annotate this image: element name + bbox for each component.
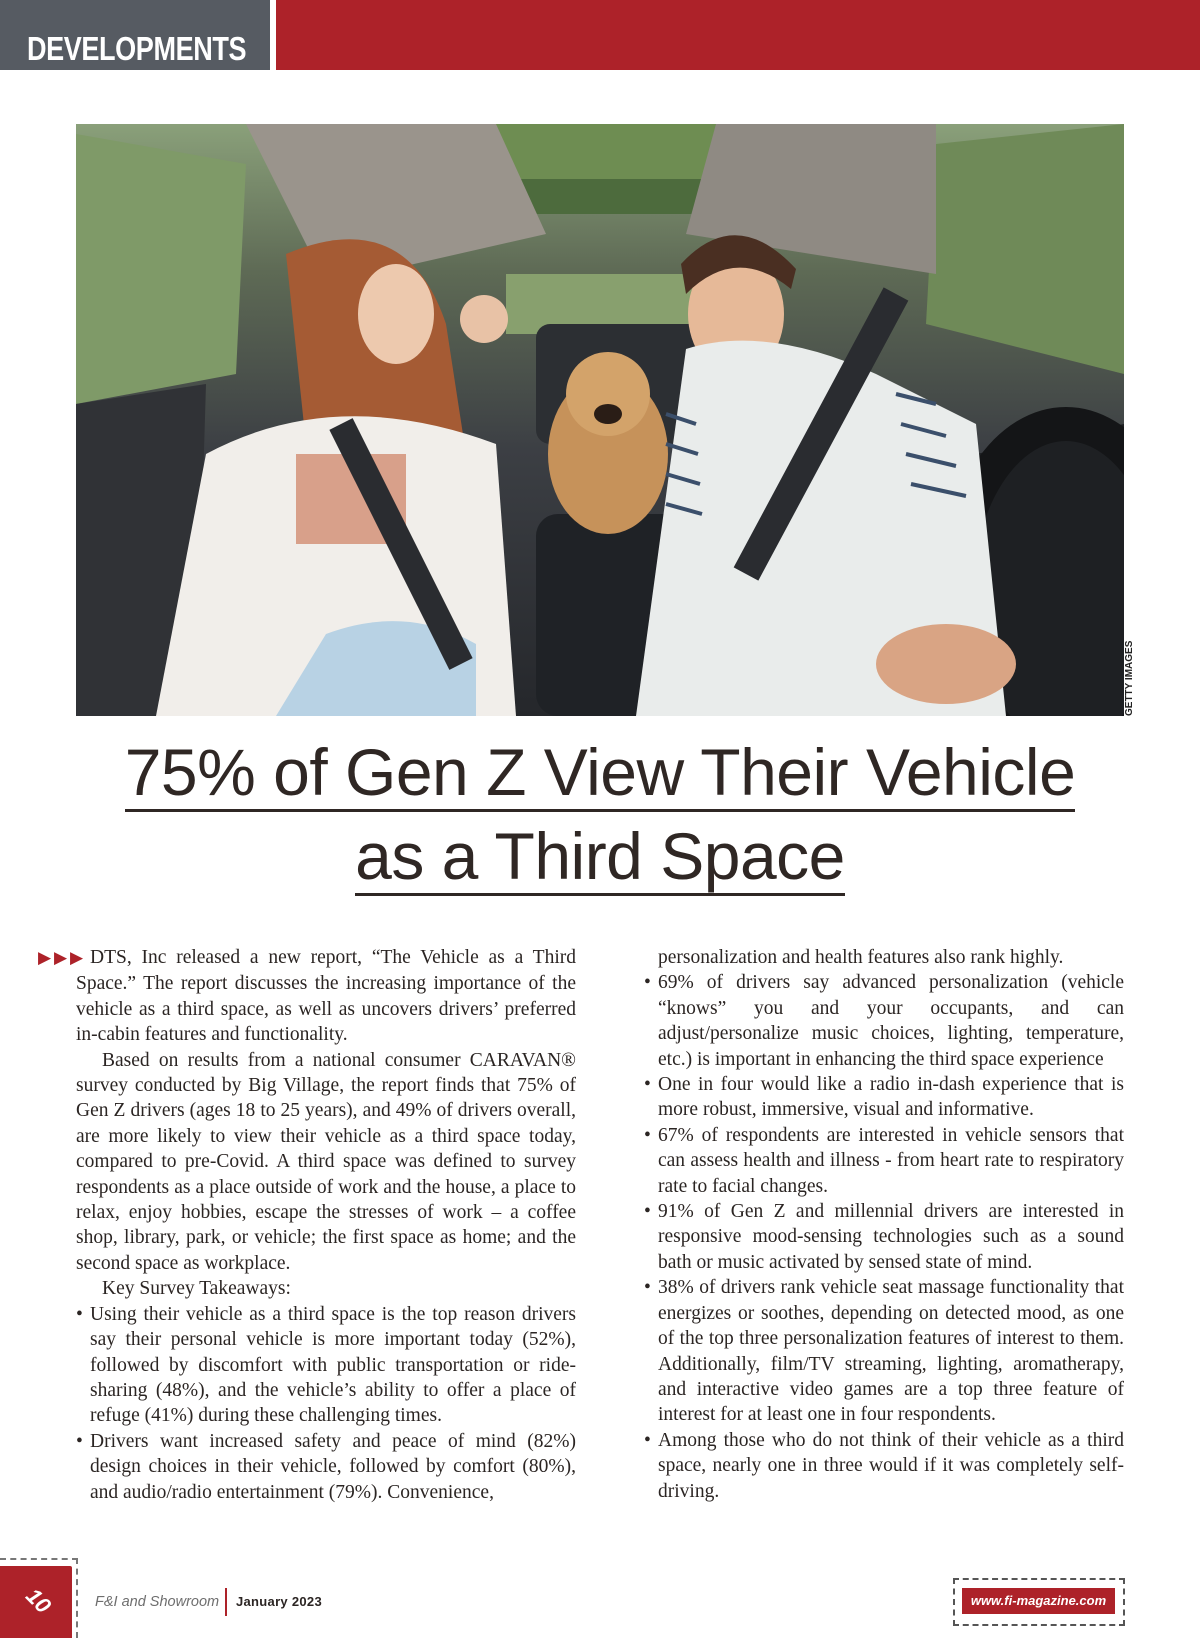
intro-paragraph: [38, 945, 576, 1048]
headline-line-1: 75% of Gen Z View Their Vehicle: [125, 735, 1076, 812]
header-accent-bar: [276, 0, 1200, 70]
section-label: DEVELOPMENTS: [27, 30, 247, 67]
website-link[interactable]: www.fi-magazine.com: [962, 1588, 1115, 1614]
list-item: • 69% of drivers say advanced personalization (vehicle “knows” you and your occupants, and can adjust/personalize music choices, lighting, temperature, etc.) is important in enhancing the third space experience: [644, 970, 1124, 1072]
page-number: 10: [21, 1583, 57, 1619]
intro-text: DTS, Inc released a new report, “The Vehicle as a Third Space.” The report discusses the increasing importance of the vehicle as a third space, as well as uncovers drivers’ preferred in-cabin features and functionality.: [76, 947, 576, 1046]
headline-line-2: as a Third Space: [355, 819, 845, 896]
body-paragraph: Based on results from a national consumer CARAVAN® survey conducted by Big Village, the report finds that 75% of Gen Z drivers (ages 18 to 25 years), and 49% of drivers overall, are more likely to view their vehicle as a third space today, compared to pre-Covid. A third space was defined to survey respondents as a place outside of work and the house, a place to relax, enjoy hobbies, escape the stresses of work – a coffee shop, library, park, or vehicle; the first space as home; and the second space as workplace.: [76, 1049, 576, 1274]
list-item: • 38% of drivers rank vehicle seat massage functionality that energizes or soothes, depending on detected mood, as one of the top three personalization features of interest to them. Additionally, film/TV streaming, lighting, aromatherapy, and interactive video games are a top three feature of interest for at least one in four respondents.: [644, 1275, 1124, 1427]
hero-photo: [76, 124, 1124, 716]
magazine-name: F&I and Showroom: [95, 1594, 220, 1610]
list-item: • 67% of respondents are interested in vehicle sensors that can assess health and illness - from heart rate to respiratory rate to facial changes.: [644, 1123, 1124, 1199]
arrow-bullet-icon: ▶▶▶: [38, 948, 86, 968]
article-column-right: [658, 945, 1124, 1504]
takeaways-heading: Key Survey Takeaways:: [102, 1278, 291, 1300]
list-item: • Among those who do not think of their vehicle as a third space, nearly one in three would if it was completely self-driving.: [644, 1428, 1124, 1504]
list-item: • 91% of Gen Z and millennial drivers are interested in responsive mood-sensing technologies such as a sound bath or music activated by sensed state of mind.: [644, 1199, 1124, 1275]
article-column-left: [38, 945, 576, 1505]
footer-divider: [225, 1588, 227, 1616]
photo-credit: GETTY IMAGES: [1124, 640, 1135, 716]
list-item: • One in four would like a radio in-dash experience that is more robust, immersive, visual and informative.: [644, 1072, 1124, 1123]
article-headline: [60, 730, 1140, 898]
continued-text: personalization and health features also rank highly.: [658, 947, 1064, 968]
issue-date: January 2023: [236, 1594, 322, 1609]
list-item: • Using their vehicle as a third space is the top reason drivers say their personal vehicle is more important today (52%), followed by discomfort with public transportation or ride-sharing (48%), and the vehicle’s ability to offer a place of refuge (41%) during these challenging times.: [76, 1302, 576, 1429]
list-item: • Drivers want increased safety and peace of mind (82%) design choices in their vehicle, followed by comfort (80%), and audio/radio entertainment (79%). Convenience,: [76, 1429, 576, 1505]
